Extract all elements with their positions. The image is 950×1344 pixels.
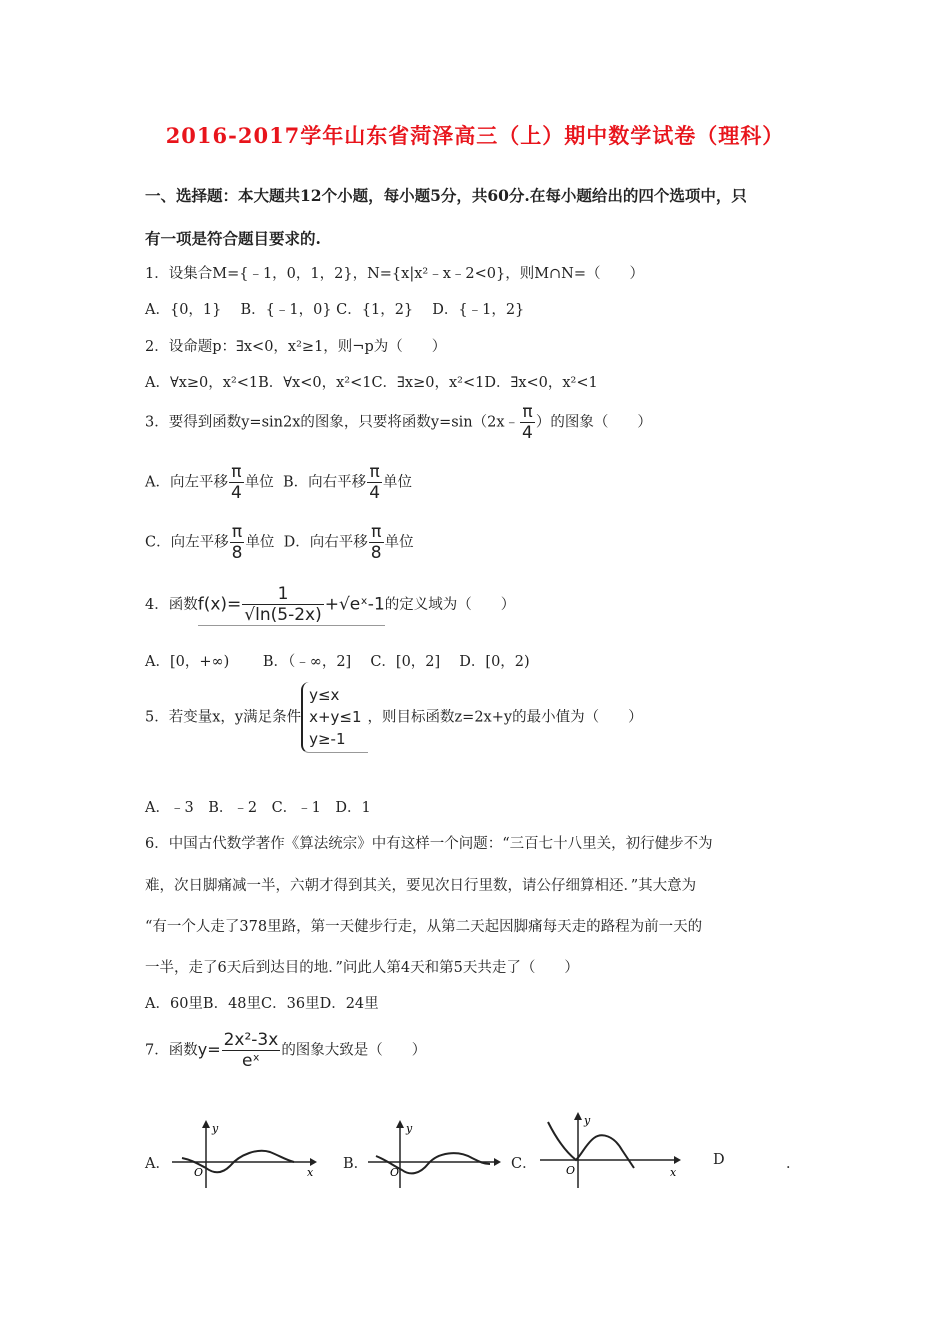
q3-option-b-unit: 单位 (383, 474, 413, 491)
q3-options-ab (145, 462, 412, 503)
constraint-2: x+y≤1 (309, 708, 362, 726)
numerator: 2x²-3x (223, 1030, 279, 1050)
y-axis-arrow (202, 1120, 210, 1128)
q4-fraction (242, 584, 323, 625)
q3-option-c-fraction (230, 522, 245, 563)
q3-option-d-unit: 单位 (384, 534, 414, 551)
q3-option-d-fraction (369, 522, 384, 563)
q3-option-c-unit: 单位 (245, 534, 275, 551)
pi-symbol: π (522, 402, 533, 422)
section-heading-line1: 一、选择题：本大题共12个小题，每小题5分，共60分.在每小题给出的四个选项中，只 (145, 186, 747, 205)
q7-fraction (222, 1030, 281, 1071)
q5-stem (145, 682, 643, 753)
q6-line3: “有一个人走了378里路，第一天健步行走，从第二天起因脚痛每天走的路程为前一天的 (145, 919, 703, 935)
q3-options-cd (145, 522, 414, 563)
q6-line2: 难，次日脚痛减一半，六朝才得到其关，要见次日行里数，请公仔细算相还．”其大意为 (145, 878, 697, 894)
q5-constraint-system (301, 682, 367, 753)
q5-pre: 5．若变量x，y满足条件 (145, 709, 302, 726)
pi-symbol: π (371, 522, 382, 542)
q5-post: ，则目标函数z=2x+y的最小值为（ ） (367, 709, 643, 726)
denominator: √ln(5-2x) (244, 605, 322, 625)
q4-pre: 4．函数 (145, 597, 198, 613)
curve (548, 1122, 634, 1168)
q7-pre: 7．函数 (145, 1042, 198, 1059)
x-axis-arrow (674, 1156, 681, 1164)
y-axis-arrow (574, 1112, 582, 1120)
y-axis-arrow (396, 1120, 404, 1128)
q4-options: A．[0，+∞) B．（﹣∞，2] C．[0，2] D．[0，2) (145, 654, 530, 670)
q3-stem (145, 402, 652, 443)
q7-option-d-label: D (713, 1152, 725, 1168)
origin-label: O (566, 1164, 576, 1177)
q3-stem-text-b: ）的图象（ ） (535, 414, 652, 431)
q3-option-b-label: B．向右平移 (283, 474, 367, 491)
denominator: 8 (370, 543, 382, 563)
q2-options: A．∀x≥0，x²<1B．∀x<0，x²<1C．∃x≥0，x²<1D．∃x<0，x²<1 (145, 375, 598, 391)
q1-options: A．{0，1} B．{﹣1，0} C．{1，2} D．{﹣1，2} (145, 302, 525, 318)
q3-option-a-label: A．向左平移 (145, 474, 228, 491)
axis-y-label: y (584, 1114, 591, 1127)
q3-option-a-unit: 单位 (244, 474, 274, 491)
denominator: eˣ (222, 1050, 281, 1071)
q5-options: A．﹣3 B．﹣2 C．﹣1 D．1 (145, 800, 371, 816)
axis-x-label: x (307, 1166, 314, 1179)
section-heading-line2: 有一项是符合题目要求的. (145, 229, 321, 248)
q6-line1: 6．中国古代数学著作《算法统宗》中有这样一个问题：“三百七十八里关，初行健步不为 (145, 836, 713, 852)
q3-stem-text-a: 3．要得到函数y=sin2x的图象，只要将函数y=sin（2x﹣ (145, 414, 520, 431)
q7-formula (198, 1030, 282, 1071)
constraint-3: y≥-1 (309, 730, 346, 748)
q6-options: A．60里B．48里C．36里D．24里 (145, 996, 379, 1012)
x-axis-arrow (494, 1158, 501, 1166)
q7-graph-b (366, 1118, 501, 1190)
q3-option-a-fraction (229, 462, 244, 503)
axis-x-label: x (670, 1166, 677, 1179)
q3-option-c-label: C．向左平移 (145, 534, 229, 551)
pi-symbol: π (231, 462, 242, 482)
q7-graph-a (168, 1118, 318, 1190)
q3-option-b-fraction (367, 462, 382, 503)
q7-y: y= (197, 1040, 221, 1059)
q7-option-b-label: B． (343, 1156, 369, 1172)
numerator: 1 (277, 584, 289, 604)
q7-post: 的图象大致是（ ） (281, 1042, 427, 1059)
q4-formula (198, 584, 385, 626)
q4-post: 的定义域为（ ） (384, 597, 516, 613)
axis-y-label: y (212, 1122, 219, 1135)
origin-label: O (194, 1166, 204, 1179)
pi-symbol: π (231, 522, 243, 542)
q7-option-a-label: A． (145, 1156, 170, 1172)
denominator: 4 (230, 483, 242, 503)
q2-stem: 2．设命题p：∃x<0，x²≥1，则¬p为（ ） (145, 339, 447, 355)
x-axis-arrow (310, 1158, 317, 1166)
q3-pi-over-4 (520, 402, 535, 443)
q4-root: √eˣ-1 (338, 594, 385, 615)
q7-option-c-label: C． (511, 1156, 537, 1172)
axis-y-label: y (406, 1122, 413, 1135)
q1-stem: 1．设集合M={﹣1，0，1，2}，N={x|x²﹣x﹣2<0}，则M∩N=（ ） (145, 266, 645, 282)
q4-stem (145, 584, 515, 626)
q4-fx: f(x)= (197, 594, 242, 615)
q7-stem (145, 1030, 426, 1071)
q7-graph-c (536, 1110, 684, 1190)
pi-symbol: π (369, 462, 380, 482)
denominator: 4 (369, 483, 381, 503)
denominator: 8 (231, 543, 243, 563)
q6-line4: 一半，走了6天后到达目的地．”问此人第4天和第5天共走了（ ） (145, 960, 579, 976)
plus-sign: + (324, 594, 339, 615)
constraint-1: y≤x (309, 686, 340, 704)
q7-option-d-dot: ． (786, 1156, 801, 1172)
origin-label: O (390, 1166, 400, 1179)
q3-option-d-label: D．向右平移 (283, 534, 368, 551)
denominator: 4 (522, 423, 533, 443)
exam-title: 2016-2017学年山东省菏泽高三（上）期中数学试卷（理科） (165, 123, 785, 148)
